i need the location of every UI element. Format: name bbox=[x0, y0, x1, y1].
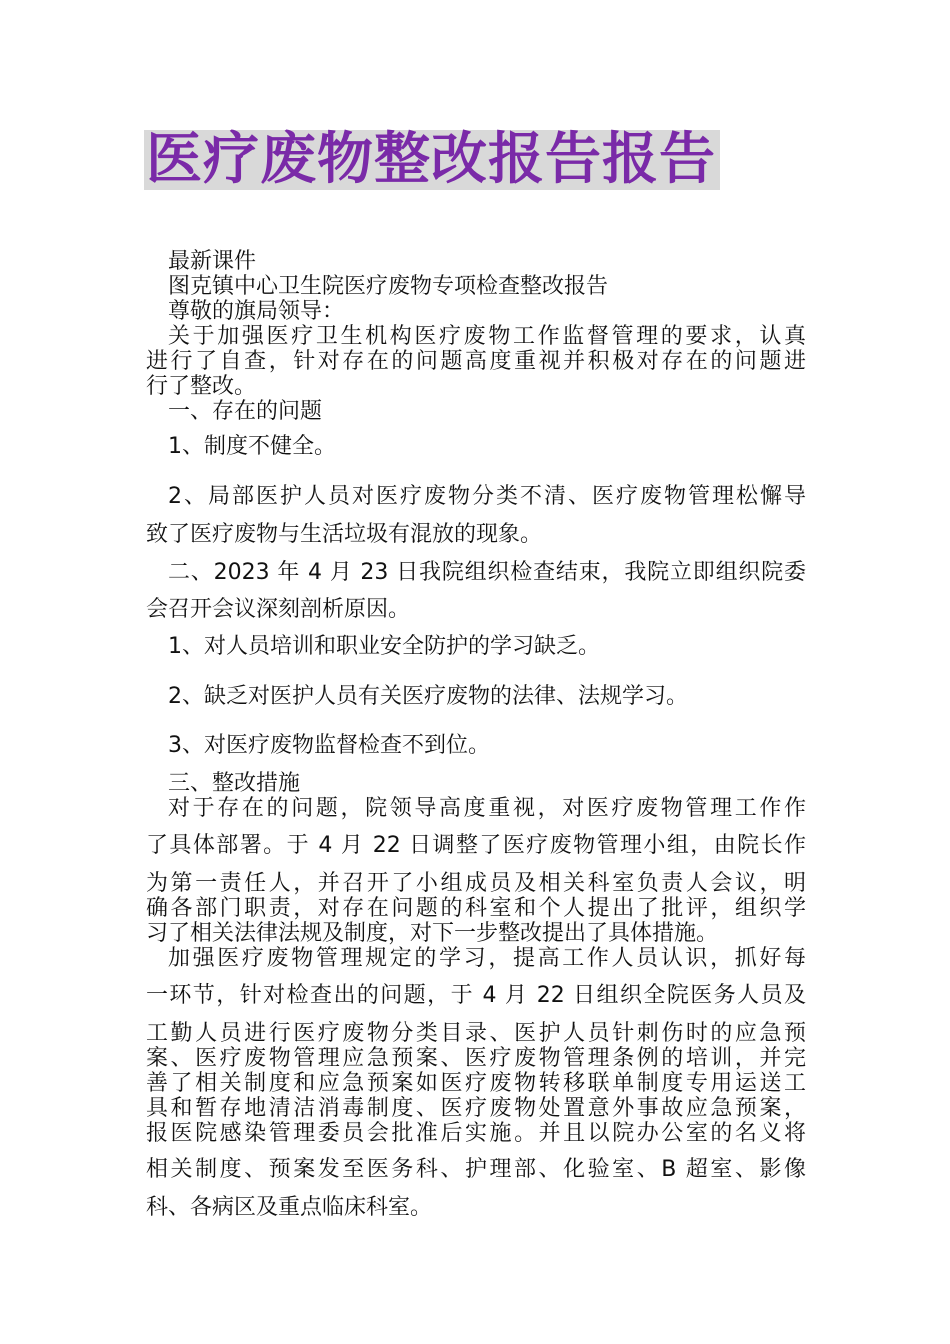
text-line: 确各部门职责，对存在问题的科室和个人提出了批评，组织学 bbox=[146, 896, 806, 921]
text-line: 相关制度、预案发至医务科、护理部、化验室、B 超室、影像 bbox=[146, 1157, 806, 1182]
text-line: 加强医疗废物管理规定的学习，提高工作人员认识，抓好每 bbox=[168, 946, 806, 971]
text-line: 1、制度不健全。 bbox=[168, 434, 336, 459]
text-line: 2、缺乏对医护人员有关医疗废物的法律、法规学习。 bbox=[168, 684, 688, 709]
text-line: 了具体部署。于 4 月 22 日调整了医疗废物管理小组，由院长作 bbox=[146, 833, 806, 858]
text-line: 科、各病区及重点临床科室。 bbox=[146, 1195, 433, 1220]
text-line: 对于存在的问题，院领导高度重视，对医疗废物管理工作作 bbox=[168, 796, 806, 821]
text-line: 案、医疗废物管理应急预案、医疗废物管理条例的培训，并完 bbox=[146, 1046, 806, 1071]
text-line: 3、对医疗废物监督检查不到位。 bbox=[168, 733, 490, 758]
text-line: 为第一责任人，并召开了小组成员及相关科室负责人会议，明 bbox=[146, 871, 806, 896]
text-line: 1、对人员培训和职业安全防护的学习缺乏。 bbox=[168, 634, 600, 659]
section-heading: 三、整改措施 bbox=[168, 771, 301, 796]
text-line: 2、局部医护人员对医疗废物分类不清、医疗废物管理松懈导 bbox=[168, 484, 806, 509]
text-line: 进行了自查，针对存在的问题高度重视并积极对存在的问题进 bbox=[146, 349, 806, 374]
text-line: 致了医疗废物与生活垃圾有混放的现象。 bbox=[146, 522, 543, 547]
text-line: 报医院感染管理委员会批准后实施。并且以院办公室的名义将 bbox=[146, 1121, 806, 1146]
text-line: 行了整改。 bbox=[146, 374, 257, 399]
text-line: 尊敬的旗局领导： bbox=[168, 299, 345, 324]
text-line: 会召开会议深刻剖析原因。 bbox=[146, 597, 411, 622]
section-heading: 一、存在的问题 bbox=[168, 399, 323, 424]
text-line: 最新课件 bbox=[168, 249, 257, 274]
text-line: 一环节，针对检查出的问题，于 4 月 22 日组织全院医务人员及 bbox=[146, 983, 806, 1008]
text-line: 二、2023 年 4 月 23 日我院组织检查结束，我院立即组织院委 bbox=[168, 560, 806, 585]
text-line: 图克镇中心卫生院医疗废物专项检查整改报告 bbox=[168, 274, 609, 299]
document-title: 医疗废物整改报告报告 bbox=[144, 130, 720, 190]
text-line: 善了相关制度和应急预案如医疗废物转移联单制度专用运送工 bbox=[146, 1071, 806, 1096]
text-line: 工勤人员进行医疗废物分类目录、医护人员针刺伤时的应急预 bbox=[146, 1021, 806, 1046]
text-line: 具和暂存地清洁消毒制度、医疗废物处置意外事故应急预案， bbox=[146, 1096, 806, 1121]
text-line: 关于加强医疗卫生机构医疗废物工作监督管理的要求，认真 bbox=[168, 324, 806, 349]
text-line: 习了相关法律法规及制度，对下一步整改提出了具体措施。 bbox=[146, 921, 719, 946]
